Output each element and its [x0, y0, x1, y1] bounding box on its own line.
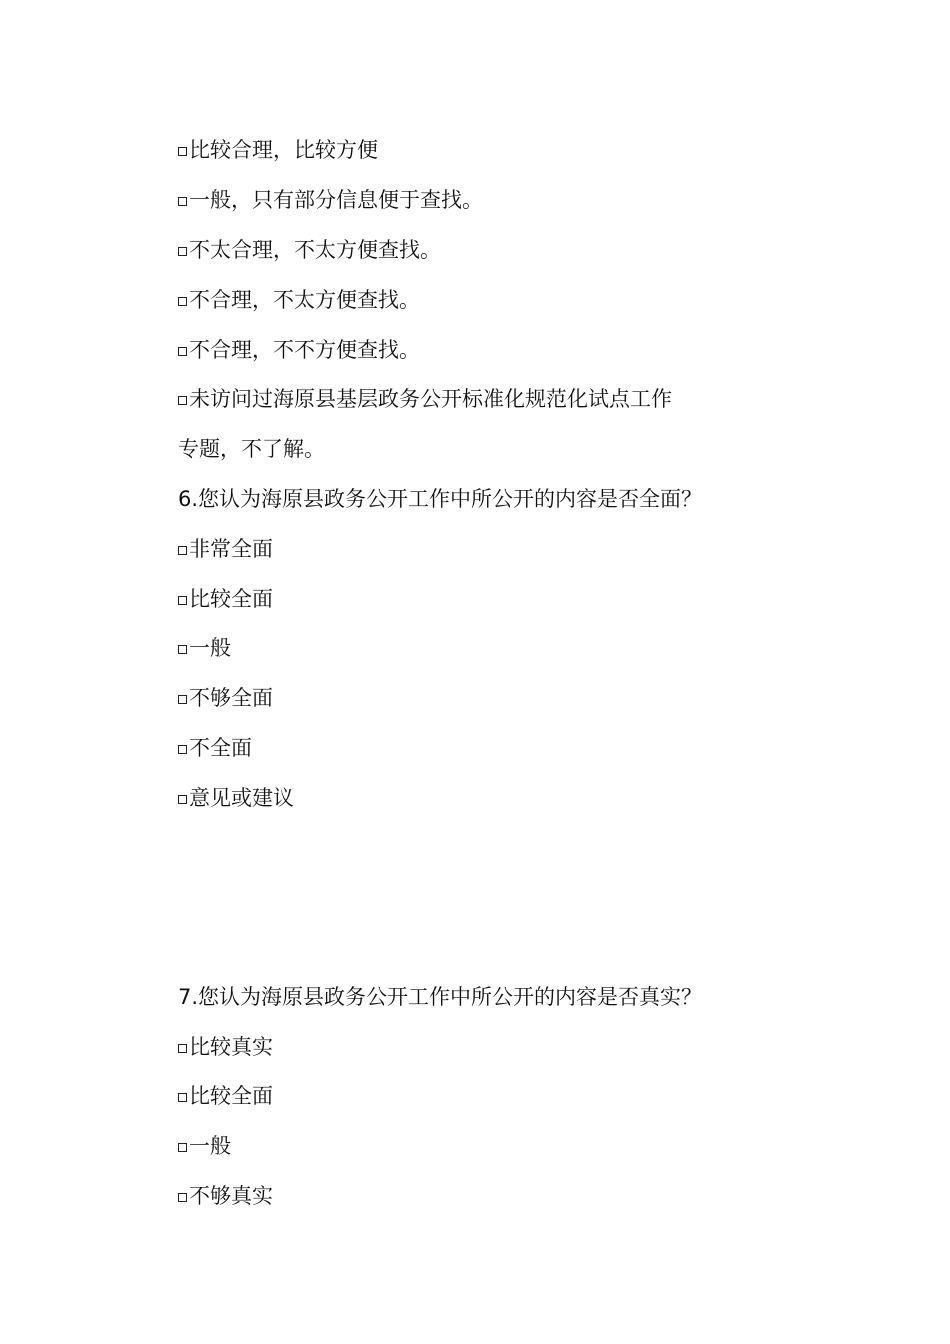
q6-option-1[interactable] [178, 535, 273, 563]
option-label: 非常全面 [189, 537, 273, 561]
option-label: 不够全面 [189, 686, 273, 710]
option-label: 不够真实 [189, 1184, 273, 1208]
q7-option-2[interactable] [178, 1082, 273, 1110]
checkbox-icon[interactable] [178, 596, 187, 605]
option-label: 比较全面 [189, 587, 273, 611]
q6-option-2[interactable] [178, 585, 273, 613]
option-label: 比较合理，比较方便 [189, 138, 378, 162]
checkbox-icon[interactable] [178, 1193, 187, 1202]
checkbox-icon[interactable] [178, 1093, 187, 1102]
option-label: 未访问过海原县基层政务公开标准化规范化试点工作 [189, 387, 672, 411]
q6-option-5[interactable] [178, 734, 252, 762]
q7-option-3[interactable] [178, 1132, 231, 1160]
checkbox-icon[interactable] [178, 1044, 187, 1053]
checkbox-icon[interactable] [178, 745, 187, 754]
option-label: 一般，只有部分信息便于查找。 [189, 188, 483, 212]
q6-option-3[interactable] [178, 634, 231, 662]
checkbox-icon[interactable] [178, 1143, 187, 1152]
q6-option-6[interactable] [178, 784, 294, 812]
checkbox-icon[interactable] [178, 347, 187, 356]
q5-option-6-continuation: 专题，不了解。 [178, 437, 325, 461]
q5-option-6[interactable] [178, 385, 672, 413]
q5-option-1[interactable] [178, 136, 378, 164]
option-label: 一般 [189, 1134, 231, 1158]
q5-option-4[interactable] [178, 286, 420, 314]
q6-question: 6.您认为海原县政务公开工作中所公开的内容是否全面？ [178, 487, 703, 511]
q7-question: 7.您认为海原县政务公开工作中所公开的内容是否真实？ [178, 985, 703, 1009]
q5-option-3[interactable] [178, 236, 441, 264]
checkbox-icon[interactable] [178, 695, 187, 704]
option-label: 比较全面 [189, 1084, 273, 1108]
q7-option-1[interactable] [178, 1033, 273, 1061]
q5-option-5[interactable] [178, 336, 420, 364]
option-label: 不全面 [189, 736, 252, 760]
option-label: 不太合理，不太方便查找。 [189, 238, 441, 262]
checkbox-icon[interactable] [178, 197, 187, 206]
option-label: 一般 [189, 636, 231, 660]
checkbox-icon[interactable] [178, 546, 187, 555]
option-label: 不合理，不太方便查找。 [189, 288, 420, 312]
checkbox-icon[interactable] [178, 645, 187, 654]
checkbox-icon[interactable] [178, 297, 187, 306]
checkbox-icon[interactable] [178, 795, 187, 804]
option-label: 意见或建议 [189, 786, 294, 810]
q6-option-4[interactable] [178, 684, 273, 712]
q7-option-4[interactable] [178, 1182, 273, 1210]
checkbox-icon[interactable] [178, 147, 187, 156]
option-label: 不合理，不不方便查找。 [189, 338, 420, 362]
checkbox-icon[interactable] [178, 396, 187, 405]
checkbox-icon[interactable] [178, 247, 187, 256]
q5-option-2[interactable] [178, 186, 483, 214]
option-label: 比较真实 [189, 1035, 273, 1059]
